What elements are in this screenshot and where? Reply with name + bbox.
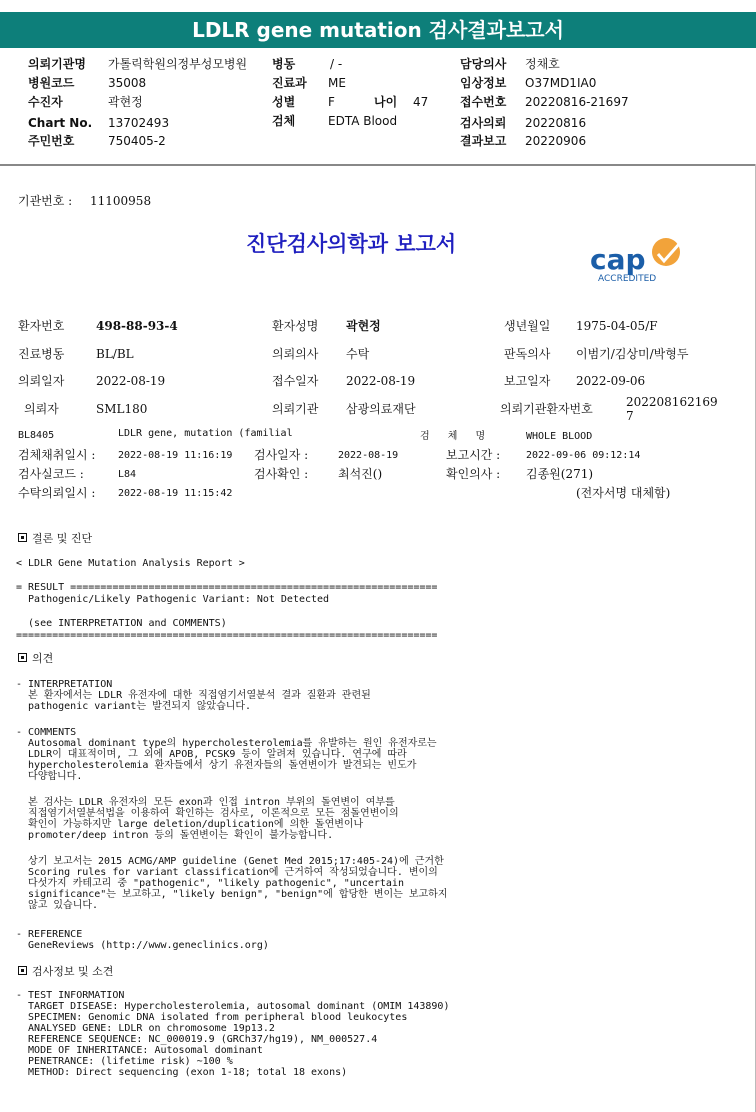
resident-no-value: 750405-2: [108, 134, 166, 148]
report-time-label: 보고시간 :: [446, 448, 501, 462]
test-info-line-2: SPECIMEN: Genomic DNA isolated from peripheral blood leukocytes: [16, 1012, 408, 1023]
section-test-info-title: 검사정보 및 소견: [32, 965, 114, 978]
test-name: LDLR gene, mutation (familial: [118, 428, 293, 439]
confirm-label: 검사확인 :: [254, 467, 309, 481]
request-date-label: 검사의뢰: [460, 116, 507, 130]
result-text: Pathogenic/Likely Pathogenic Variant: Not Detected: [16, 594, 330, 605]
chart-no-label: Chart No.: [28, 116, 93, 130]
comments-head: - COMMENTS: [16, 727, 77, 738]
receipt-no-label: 접수번호: [460, 95, 507, 109]
comment-line-3: hypercholesterolemia 환자들에서 상기 유전자들의 돌연변이가 발견되는 빈도가: [16, 760, 417, 771]
patient-value: 곽현정: [108, 95, 143, 109]
sex-label: 성별: [272, 95, 296, 109]
sex-value: F: [328, 95, 335, 109]
result-date-label: 결과보고: [460, 134, 507, 148]
req-doctor-label: 의뢰의사: [272, 347, 319, 361]
comment-line-9: 상기 보고서는 2015 ACMG/AMP guideline (Genet Med 2015;17:405-24)에 근거한: [16, 856, 444, 867]
report-date-label: 보고일자: [504, 374, 551, 388]
chart-no-value: 13702493: [108, 116, 170, 130]
confirm-doctor-label: 확인의사 :: [446, 467, 501, 481]
test-info-line-4: REFERENCE SEQUENCE: NC_000019.9 (GRCh37/hg19), NM_000527.4: [16, 1034, 378, 1045]
clinical-info-label: 임상정보: [460, 76, 507, 90]
age-value: 47: [413, 95, 429, 109]
clinical-info-value: O37MD1IA0: [525, 76, 597, 90]
requester-value: SML180: [96, 402, 148, 416]
analysis-report-title: < LDLR Gene Mutation Analysis Report >: [16, 558, 245, 569]
comment-line-6: 직접염기서열분석법을 이용하여 확인하는 검사로, 이론적으로 모든 점돌연변이의: [16, 808, 399, 819]
result-rule: = RESULT =============================================================: [16, 582, 438, 593]
consign-value: 2022-08-19 11:15:42: [118, 488, 233, 499]
comment-line-12: significance"는 보고하고, "likely benign", "benign"에 합당한 변이는 보고하지: [16, 889, 448, 900]
req-inst-patno-value-1: 202208162169: [626, 395, 718, 409]
institution-value: 가톨릭학원의정부성모병원: [108, 57, 248, 71]
test-info-line-7: METHOD: Direct sequencing (exon 1-18; total 18 exons): [16, 1067, 348, 1078]
department-label: 진료과: [272, 76, 307, 90]
section-bullet-icon: [18, 653, 27, 662]
section-bullet-icon: [18, 533, 27, 542]
test-date-label: 검사일자 :: [254, 448, 309, 462]
reference-line-1: GeneReviews (http://www.geneclinics.org): [16, 940, 269, 951]
report-date-value: 2022-09-06: [576, 374, 646, 388]
reference-head: - REFERENCE: [16, 929, 83, 940]
test-specimen-label: 검 체 명: [420, 431, 486, 442]
hospital-code-value: 35008: [108, 76, 147, 90]
section-conclusion: [18, 532, 92, 545]
test-info-line-6: PENETRANCE: (lifetime risk) ~100 %: [16, 1056, 233, 1067]
equals-rule: ======================================================================: [16, 630, 438, 641]
specimen-label: 검체: [272, 114, 296, 128]
comment-line-13: 않고 있습니다.: [16, 900, 99, 911]
collect-label: 검체채취일시 :: [18, 448, 96, 462]
confirm-value: 최석진(): [338, 467, 383, 481]
section-opinion: [18, 652, 53, 665]
see-text: (see INTERPRETATION and COMMENTS): [16, 618, 227, 629]
reading-doctor-value: 이범기/김상미/박형두: [576, 347, 689, 361]
comment-line-1: Autosomal dominant type의 hypercholesterolemia를 유발하는 원인 유전자로는: [16, 738, 437, 749]
result-date-value: 20220906: [525, 134, 587, 148]
patient-label: 수진자: [28, 95, 63, 109]
patient-name-value: 곽현정: [346, 319, 381, 333]
req-inst-label: 의뢰기관: [272, 402, 319, 416]
req-inst-patno-label: 의뢰기관환자번호: [500, 402, 593, 416]
section-bullet-icon: [18, 966, 27, 975]
req-inst-patno-value-2: 7: [626, 409, 634, 423]
req-doctor-value: 수탁: [346, 347, 370, 361]
req-date-value: 2022-08-19: [96, 374, 166, 388]
birth-label: 생년월일: [504, 319, 551, 333]
cap-accredited-logo: [588, 236, 692, 284]
comment-line-7: 확인이 가능하지만 large deletion/duplication에 의한 돌연변이나: [16, 819, 364, 830]
room-code-label: 검사실코드 :: [18, 467, 84, 481]
ward-value: / -: [330, 57, 343, 71]
interpretation-line-1: 본 환자에서는 LDLR 유전자에 대한 직접염기서열분석 결과 질환과 관련된: [16, 690, 371, 701]
comment-line-11: 다섯가지 카테고리 중 "pathogenic", "likely pathogenic", "uncertain: [16, 878, 404, 889]
test-specimen-value: WHOLE BLOOD: [526, 431, 593, 442]
test-info-head: - TEST INFORMATION: [16, 990, 125, 1001]
cap-logo-circle: [652, 238, 680, 266]
collect-value: 2022-08-19 11:16:19: [118, 450, 233, 461]
institution-label: 의뢰기관명: [28, 57, 86, 71]
ward-label: 병동: [272, 57, 296, 71]
consign-label: 수탁의뢰일시 :: [18, 486, 96, 500]
test-code: BL8405: [18, 430, 55, 441]
request-date-value: 20220816: [525, 116, 587, 130]
comment-line-10: Scoring rules for variant classification에 근거하여 작성되었습니다. 변이의: [16, 867, 438, 878]
section-conclusion-title: 결론 및 진단: [32, 532, 93, 545]
specimen-value: EDTA Blood: [328, 114, 398, 128]
report-time-value: 2022-09-06 09:12:14: [526, 450, 641, 461]
agency-label: 기관번호 :: [18, 194, 73, 208]
age-label: 나이: [374, 95, 398, 109]
ward-row-value: BL/BL: [96, 347, 134, 361]
receipt-no-value: 20220816-21697: [525, 95, 629, 109]
patient-name-label: 환자성명: [272, 319, 319, 333]
header-divider: [0, 164, 756, 166]
interpretation-head: - INTERPRETATION: [16, 679, 113, 690]
patient-no-value: 498-88-93-4: [96, 319, 178, 333]
test-info-line-1: TARGET DISEASE: Hypercholesterolemia, autosomal dominant (OMIM 143890): [16, 1001, 450, 1012]
req-inst-value: 삼광의료재단: [346, 402, 416, 416]
interpretation-line-2: pathogenic variant는 발견되지 않았습니다.: [16, 701, 252, 712]
reading-doctor-label: 판독의사: [504, 347, 551, 361]
requester-label: 의뢰자: [24, 402, 59, 416]
department-value: ME: [328, 76, 346, 90]
comment-line-8: promoter/deep intron 등의 돌연변이는 확인이 불가능합니다.: [16, 830, 334, 841]
req-date-label: 의뢰일자: [18, 374, 65, 388]
resident-no-label: 주민번호: [28, 134, 75, 148]
hospital-code-label: 병원코드: [28, 76, 75, 90]
comment-line-2: LDLR이 대표적이며, 그 외에 APOB, PCSK9 등이 알려져 있습니다. 연구에 따라: [16, 749, 407, 760]
room-code-value: L84: [118, 469, 137, 480]
section-test-info: [18, 965, 113, 978]
recv-date-value: 2022-08-19: [346, 374, 416, 388]
cap-logo-text: cap: [590, 243, 646, 276]
section-opinion-title: 의견: [32, 652, 54, 665]
birth-value: 1975-04-05/F: [576, 319, 658, 333]
report-title: LDLR gene mutation 검사결과보고서: [0, 12, 756, 48]
comment-line-4: 다양합니다.: [16, 771, 83, 782]
ward-row-label: 진료병동: [18, 347, 65, 361]
recv-date-label: 접수일자: [272, 374, 319, 388]
test-info-line-5: MODE OF INHERITANCE: Autosomal dominant: [16, 1045, 263, 1056]
agency-no: 11100958: [90, 194, 152, 208]
test-info-line-3: ANALYSED GENE: LDLR on chromosome 19p13.2: [16, 1023, 275, 1034]
lab-report-title: 진단검사의학과 보고서: [246, 232, 457, 256]
doctor-value: 정채호: [525, 57, 560, 71]
doctor-label: 담당의사: [460, 57, 507, 71]
comment-line-5: 본 검사는 LDLR 유전자의 모든 exon과 인접 intron 부위의 돌연변이 여부를: [16, 797, 395, 808]
esign-note: (전자서명 대체함): [576, 486, 671, 500]
test-date-value: 2022-08-19: [338, 450, 399, 461]
confirm-doctor-value: 김종원(271): [526, 467, 594, 481]
patient-no-label: 환자번호: [18, 319, 65, 333]
cap-logo-subtext: ACCREDITED: [598, 274, 657, 284]
